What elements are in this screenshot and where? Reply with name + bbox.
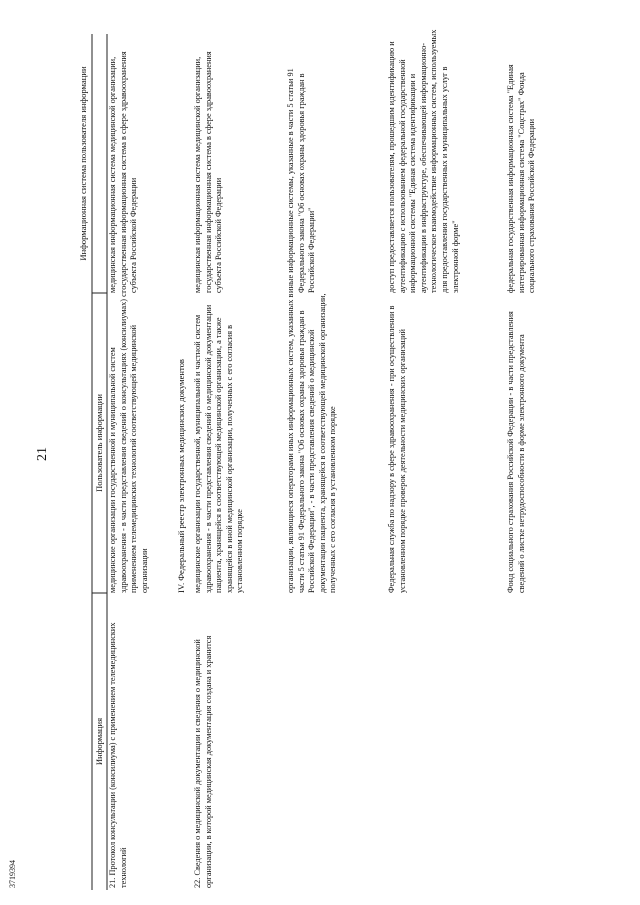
row21-info [108,598,148,888]
row21-system-text: медицинская информационная система медицинской организации, государственная информационная система в сфере здравоохранения субъекта Российской Федерации [108,51,139,293]
row21-system [108,33,154,293]
row22-system-2 [286,33,322,293]
row22-user-1 [193,293,283,593]
row22-system-1-text: медицинская информационная система медицинской организации, государственная информационная система в сфере здравоохранения субъекта Российской Федерации [193,51,224,293]
header-info: Информация [94,717,105,766]
row22-user-3-text: Федеральная служба по надзору в сфере здравоохранения - при осуществлении в установленном порядке проверок деятельности медицинских организаций [387,305,407,593]
document-id: 3719394 [7,860,17,888]
row22-system-1 [193,33,238,293]
row22-user-1-text: медицинские организации государственной, муниципальной и частной систем здравоохранения - в части представления сведений о медицинской документации пациента, хранящейся в соответствующей медицинской организации, а также хранящейся в иной медицинской организации, полученных с его согласия в установленном порядке [193,304,245,593]
header-system: Информационная система пользователя информации [78,66,89,261]
row22-user-2-text: организации, являющиеся операторами иных информационных систем, указанных в части 5 статьи 91 Федерального закона "Об основах охраны здоровья граждан в Российской Федерации", - в части представления сведений о медицинской документации пациента, хранящейся в соответствующей медицинской организации, полученных с его согласия в установленном порядке [286,293,338,593]
row22-info [193,598,233,888]
row21-info-text: 21. Протокол консультации (консилиума) с применением телемедицинских технологий [108,622,128,888]
row22-info-text: 22. Сведения о медицинской документации и сведения о медицинской организации, в которой медицинская документация создана и хранится [193,635,213,888]
row22-user-4 [506,293,546,593]
page-number: 21 [35,447,50,461]
row22-user-2 [286,293,382,593]
row21-user-text: медицинские организации государственной и муниципальной систем здравоохранения - в части представления сведений о консультациях (консилиумах) с применением телемедицинских технологий соответствующей медицинской организации [108,293,149,593]
row22-system-3-text: доступ предоставляется пользователям, прошедшим идентификацию и аутентификацию с использованием федеральной государственной информационной системы "Единая система идентификации и аутентификации в инфраструктуре, обеспечивающей информационно-технологическое взаимодействие информационных систем, используемых для предоставления государственных и муниципальных услуг в электронной форме" [387,29,460,293]
row22-system-3 [387,28,505,293]
row22-system-4 [506,33,556,293]
section-iv-title: IV. Федеральный реестр электронных медицинских документов [176,359,186,593]
row22-user-4-text: Фонд социального страхования Российской Федерации - в части представления сведений о листке нетрудоспособности в форме электронного документа [506,311,526,593]
row22-system-2-text: иные информационные системы, указанные в части 5 статьи 91 Федерального закона "Об основах охраны здоровья граждан в Российской Федерации" [286,68,317,293]
row22-user-3 [387,293,427,593]
header-user: Пользователь информации [94,394,105,492]
row21-user [108,293,172,593]
row22-system-4-text: федеральная государственная информационная система "Единая интегрированная информационная система "Соцстрах" Фонда социального страхования Российской Федерации [506,64,537,293]
